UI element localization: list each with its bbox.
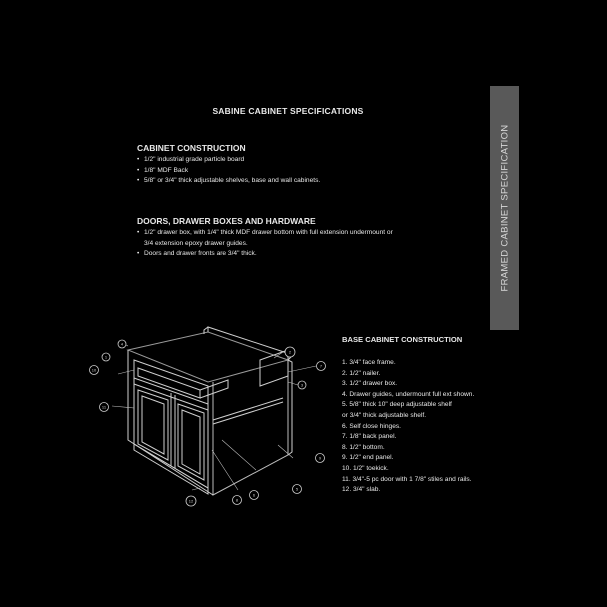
doors-item: • 1/2" drawer box, with 1/4" thick MDF drawer bottom with full extension undermount or — [137, 228, 393, 239]
callout-label: 8 — [235, 497, 239, 503]
base-item: 9. 1/2" end panel. — [342, 454, 394, 462]
base-construction-section — [342, 335, 474, 496]
construction-item: • 5/8" or 3/4" thick adjustable shelves, base and wall cabinets. — [137, 176, 320, 187]
base-item: 6. Self close hinges. — [342, 422, 402, 430]
base-item: or 3/4" thick adjustable shelf. — [342, 411, 427, 419]
callout-label: 3 — [300, 382, 304, 388]
construction-item: • 1/2" industrial grade particle board — [137, 155, 320, 166]
side-tab-label: FRAMED CABINET SPECIFICATION — [499, 124, 510, 292]
doors-item: 3/4 extension epoxy drawer guides. — [144, 239, 248, 247]
callout-label: 10 — [91, 367, 97, 373]
page-title: SABINE CABINET SPECIFICATIONS — [212, 106, 364, 116]
callout-label: 5 — [295, 486, 299, 492]
callout-label: 9 — [318, 455, 322, 461]
base-item: 11. 3/4"-5 pc door with 1 7/8" stiles and rails. — [342, 475, 472, 483]
callout-label: 1 — [104, 354, 108, 360]
callout-label: 11 — [101, 404, 107, 410]
base-item: 4. Drawer guides, undermount full ext shown. — [342, 390, 475, 398]
construction-section — [137, 143, 320, 187]
base-item: 12. 3/4" slab. — [342, 486, 381, 494]
callout-label: 7 — [319, 363, 323, 369]
callout-label: 6 — [252, 492, 256, 498]
construction-item: • 1/8" MDF Back — [137, 166, 320, 177]
construction-heading: CABINET CONSTRUCTION — [137, 143, 246, 153]
callout-label: 12 — [188, 498, 194, 504]
callout-label: 2 — [288, 349, 292, 355]
base-item: 8. 1/2" bottom. — [342, 443, 385, 451]
base-item: 10. 1/2" toekick. — [342, 464, 389, 472]
doors-item: • Doors and drawer fronts are 3/4" thick. — [137, 249, 393, 260]
doors-heading: DOORS, DRAWER BOXES AND HARDWARE — [137, 216, 316, 226]
doors-section — [137, 216, 393, 260]
base-item: 1. 3/4" face frame. — [342, 359, 396, 366]
base-heading: BASE CABINET CONSTRUCTION — [342, 335, 463, 344]
callout-label: 4 — [120, 341, 124, 347]
base-item: 2. 1/2" nailer. — [342, 369, 381, 377]
cabinet-exploded-drawing — [88, 320, 328, 515]
side-tab — [490, 86, 519, 330]
base-item: 3. 1/2" drawer box. — [342, 380, 398, 388]
base-item: 7. 1/8" back panel. — [342, 433, 397, 441]
base-item: 5. 5/8" thick 10" deep adjustable shelf — [342, 401, 452, 409]
